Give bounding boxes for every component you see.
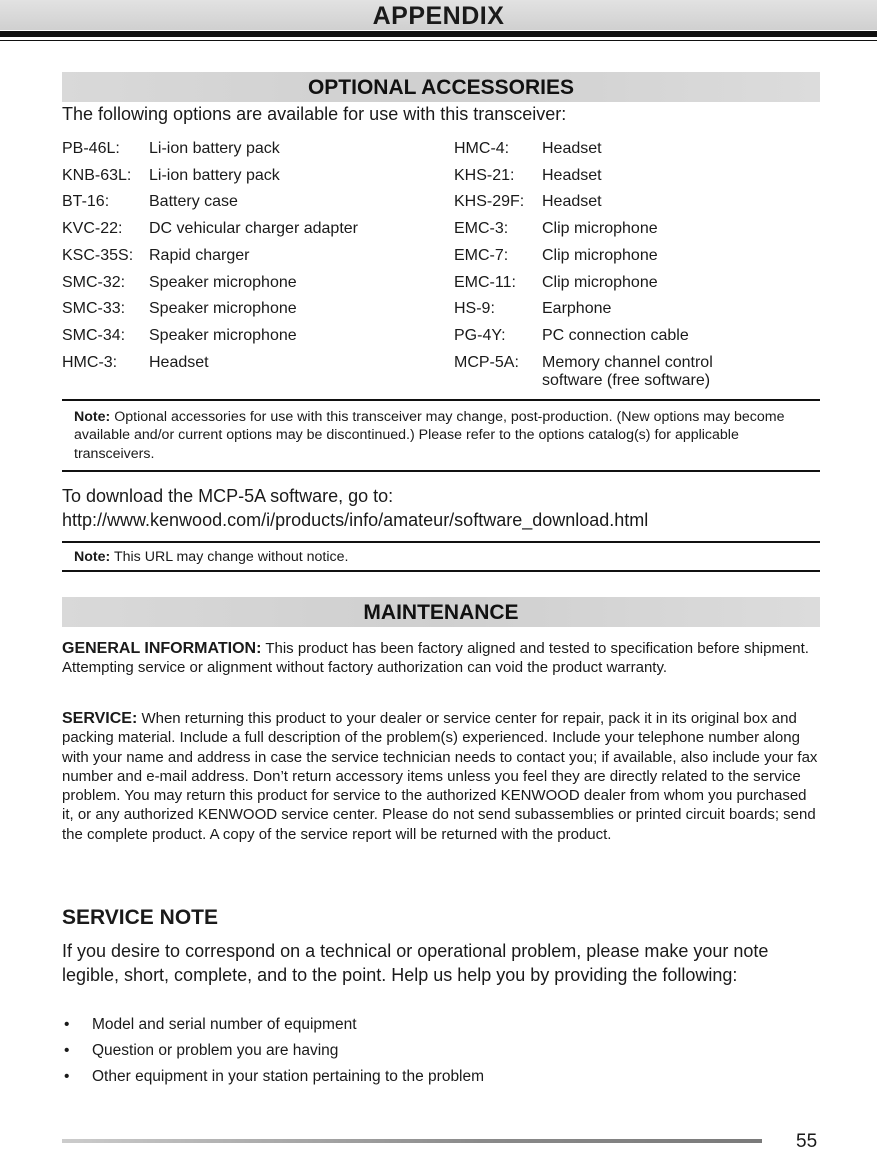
accessory-desc: Li-ion battery pack: [149, 166, 280, 184]
accessory-code: KHS-29F:: [454, 193, 525, 211]
accessories-intro: The following options are available for use with this transceiver:: [62, 104, 567, 124]
accessory-desc: Headset: [149, 353, 209, 371]
accessory-row: [454, 216, 713, 243]
bullet-icon: •: [64, 1042, 70, 1060]
url-note-rule-top: [62, 541, 820, 543]
page-title: APPENDIX: [372, 2, 505, 30]
footer-rule: [62, 1139, 762, 1143]
accessory-row: [62, 296, 358, 323]
url-note-rule-bottom: [62, 570, 820, 572]
accessory-row: [454, 350, 713, 390]
accessory-desc: Speaker microphone: [149, 326, 297, 344]
accessory-row: [454, 296, 713, 323]
general-information: [62, 639, 822, 678]
service-label: SERVICE:: [62, 710, 138, 727]
accessory-desc: Clip microphone: [542, 246, 658, 264]
note-rule-top: [62, 399, 820, 401]
accessories-note: [74, 408, 809, 463]
accessory-code: KVC-22:: [62, 220, 123, 238]
bullet-icon: •: [64, 1068, 70, 1086]
list-item: [62, 1064, 484, 1090]
service-paragraph: [62, 709, 822, 844]
list-item-text: Other equipment in your station pertaining to the problem: [92, 1068, 485, 1086]
accessory-code: MCP-5A:: [454, 353, 519, 371]
accessory-desc: Rapid charger: [149, 246, 250, 264]
accessory-row: [62, 350, 358, 377]
page-number: 55: [796, 1131, 818, 1152]
accessory-row: [454, 243, 713, 270]
accessory-code: HS-9:: [454, 300, 495, 318]
note-text: Optional accessories for use with this transceiver may change, post-production. (New options may become available and/or current options may be discontinued.) Please refer to the options catalog(s) for applicable transceivers.: [74, 409, 785, 462]
accessory-row: [62, 270, 358, 297]
accessory-row: [62, 189, 358, 216]
accessory-desc: Headset: [542, 166, 602, 184]
note-label: Note:: [74, 549, 111, 565]
accessory-desc: Li-ion battery pack: [149, 140, 280, 157]
accessory-row: [62, 216, 358, 243]
download-line: To download the MCP-5A software, go to:: [62, 486, 394, 506]
accessory-row: [62, 163, 358, 190]
accessory-code: SMC-32:: [62, 273, 126, 291]
accessory-code: EMC-7:: [454, 246, 509, 264]
accessory-code: SMC-34:: [62, 326, 126, 344]
service-text: When returning this product to your dealer or service center for repair, pack it in its original box and packing material. Include a full description of the problem(s) experienced. Include your telephone number along with your name and address in case the service technician needs to contact you; if available, also include your fax number and e-mail address. Don’t return accessory items unless you feel they are directly related to the service problem. You may return this product for service to the authorized KENWOOD dealer from whom you purchased it, or any authorized KENWOOD service center. Please do not send subassemblies or printed circuit boards; send the complete product. A copy of the service report will be returned with the product.: [62, 710, 818, 843]
accessory-list-right: [454, 136, 713, 390]
accessory-desc-line1: Memory channel control: [542, 353, 713, 371]
maintenance-title: MAINTENANCE: [363, 601, 519, 624]
accessory-row: [62, 136, 358, 163]
note-label: Note:: [74, 409, 111, 425]
general-information-text: This product has been factory aligned and tested to specification before shipment. Attempting service or alignment without factory authorization can void the product warranty.: [62, 640, 809, 677]
note-rule-bottom: [62, 470, 820, 472]
accessory-row: [62, 323, 358, 350]
accessory-desc: [542, 354, 713, 390]
optional-accessories-title: OPTIONAL ACCESSORIES: [307, 76, 575, 99]
service-note-body: If you desire to correspond on a technical or operational problem, please make your note legible, short, complete, and to the point. Help us help you by providing the following:: [62, 941, 769, 985]
accessory-row: [454, 270, 713, 297]
accessory-code: HMC-4:: [454, 140, 510, 157]
list-item-text: Question or problem you are having: [92, 1042, 339, 1060]
accessory-desc: Speaker microphone: [149, 273, 297, 291]
accessory-code: EMC-11:: [454, 273, 516, 291]
accessory-code: KHS-21:: [454, 166, 515, 184]
bullet-icon: •: [64, 1016, 70, 1033]
download-info: [62, 484, 648, 532]
header-rule-thin: [0, 40, 877, 41]
accessory-row: [454, 136, 713, 163]
accessory-desc: DC vehicular charger adapter: [149, 220, 358, 238]
accessory-desc: Headset: [542, 193, 602, 211]
accessory-row: [62, 243, 358, 270]
service-note-list: [62, 1012, 484, 1091]
accessory-code: EMC-3:: [454, 220, 509, 238]
accessory-desc: PC connection cable: [542, 326, 689, 344]
download-url: http://www.kenwood.com/i/products/info/amateur/software_download.html: [62, 510, 649, 530]
accessory-code: PG-4Y:: [454, 326, 506, 344]
accessory-desc: Clip microphone: [542, 273, 658, 291]
accessory-desc: Battery case: [149, 193, 238, 211]
general-information-label: GENERAL INFORMATION:: [62, 640, 262, 657]
url-note: [74, 548, 809, 566]
accessory-desc-line2: software (free software): [542, 371, 711, 389]
accessory-desc: Headset: [542, 140, 602, 157]
header-rule-thick: [0, 31, 877, 37]
accessory-row: [454, 323, 713, 350]
service-note-title: SERVICE NOTE: [62, 906, 218, 929]
accessory-desc: Clip microphone: [542, 220, 658, 238]
accessory-row: [454, 163, 713, 190]
list-item: [62, 1038, 484, 1064]
accessory-desc: Earphone: [542, 300, 612, 318]
note-text: This URL may change without notice.: [113, 549, 349, 565]
accessory-row: [454, 189, 713, 216]
accessory-code: SMC-33:: [62, 300, 126, 318]
list-item: [62, 1012, 484, 1038]
accessory-desc: Speaker microphone: [149, 300, 297, 318]
list-item-text: Model and serial number of equipment: [92, 1016, 357, 1033]
accessory-list-left: [62, 136, 358, 376]
accessory-code: KSC-35S:: [62, 246, 134, 264]
accessory-code: BT-16:: [62, 193, 110, 211]
accessory-code: PB-46L:: [62, 140, 120, 157]
accessory-code: HMC-3:: [62, 353, 118, 371]
accessory-code: KNB-63L:: [62, 166, 132, 184]
